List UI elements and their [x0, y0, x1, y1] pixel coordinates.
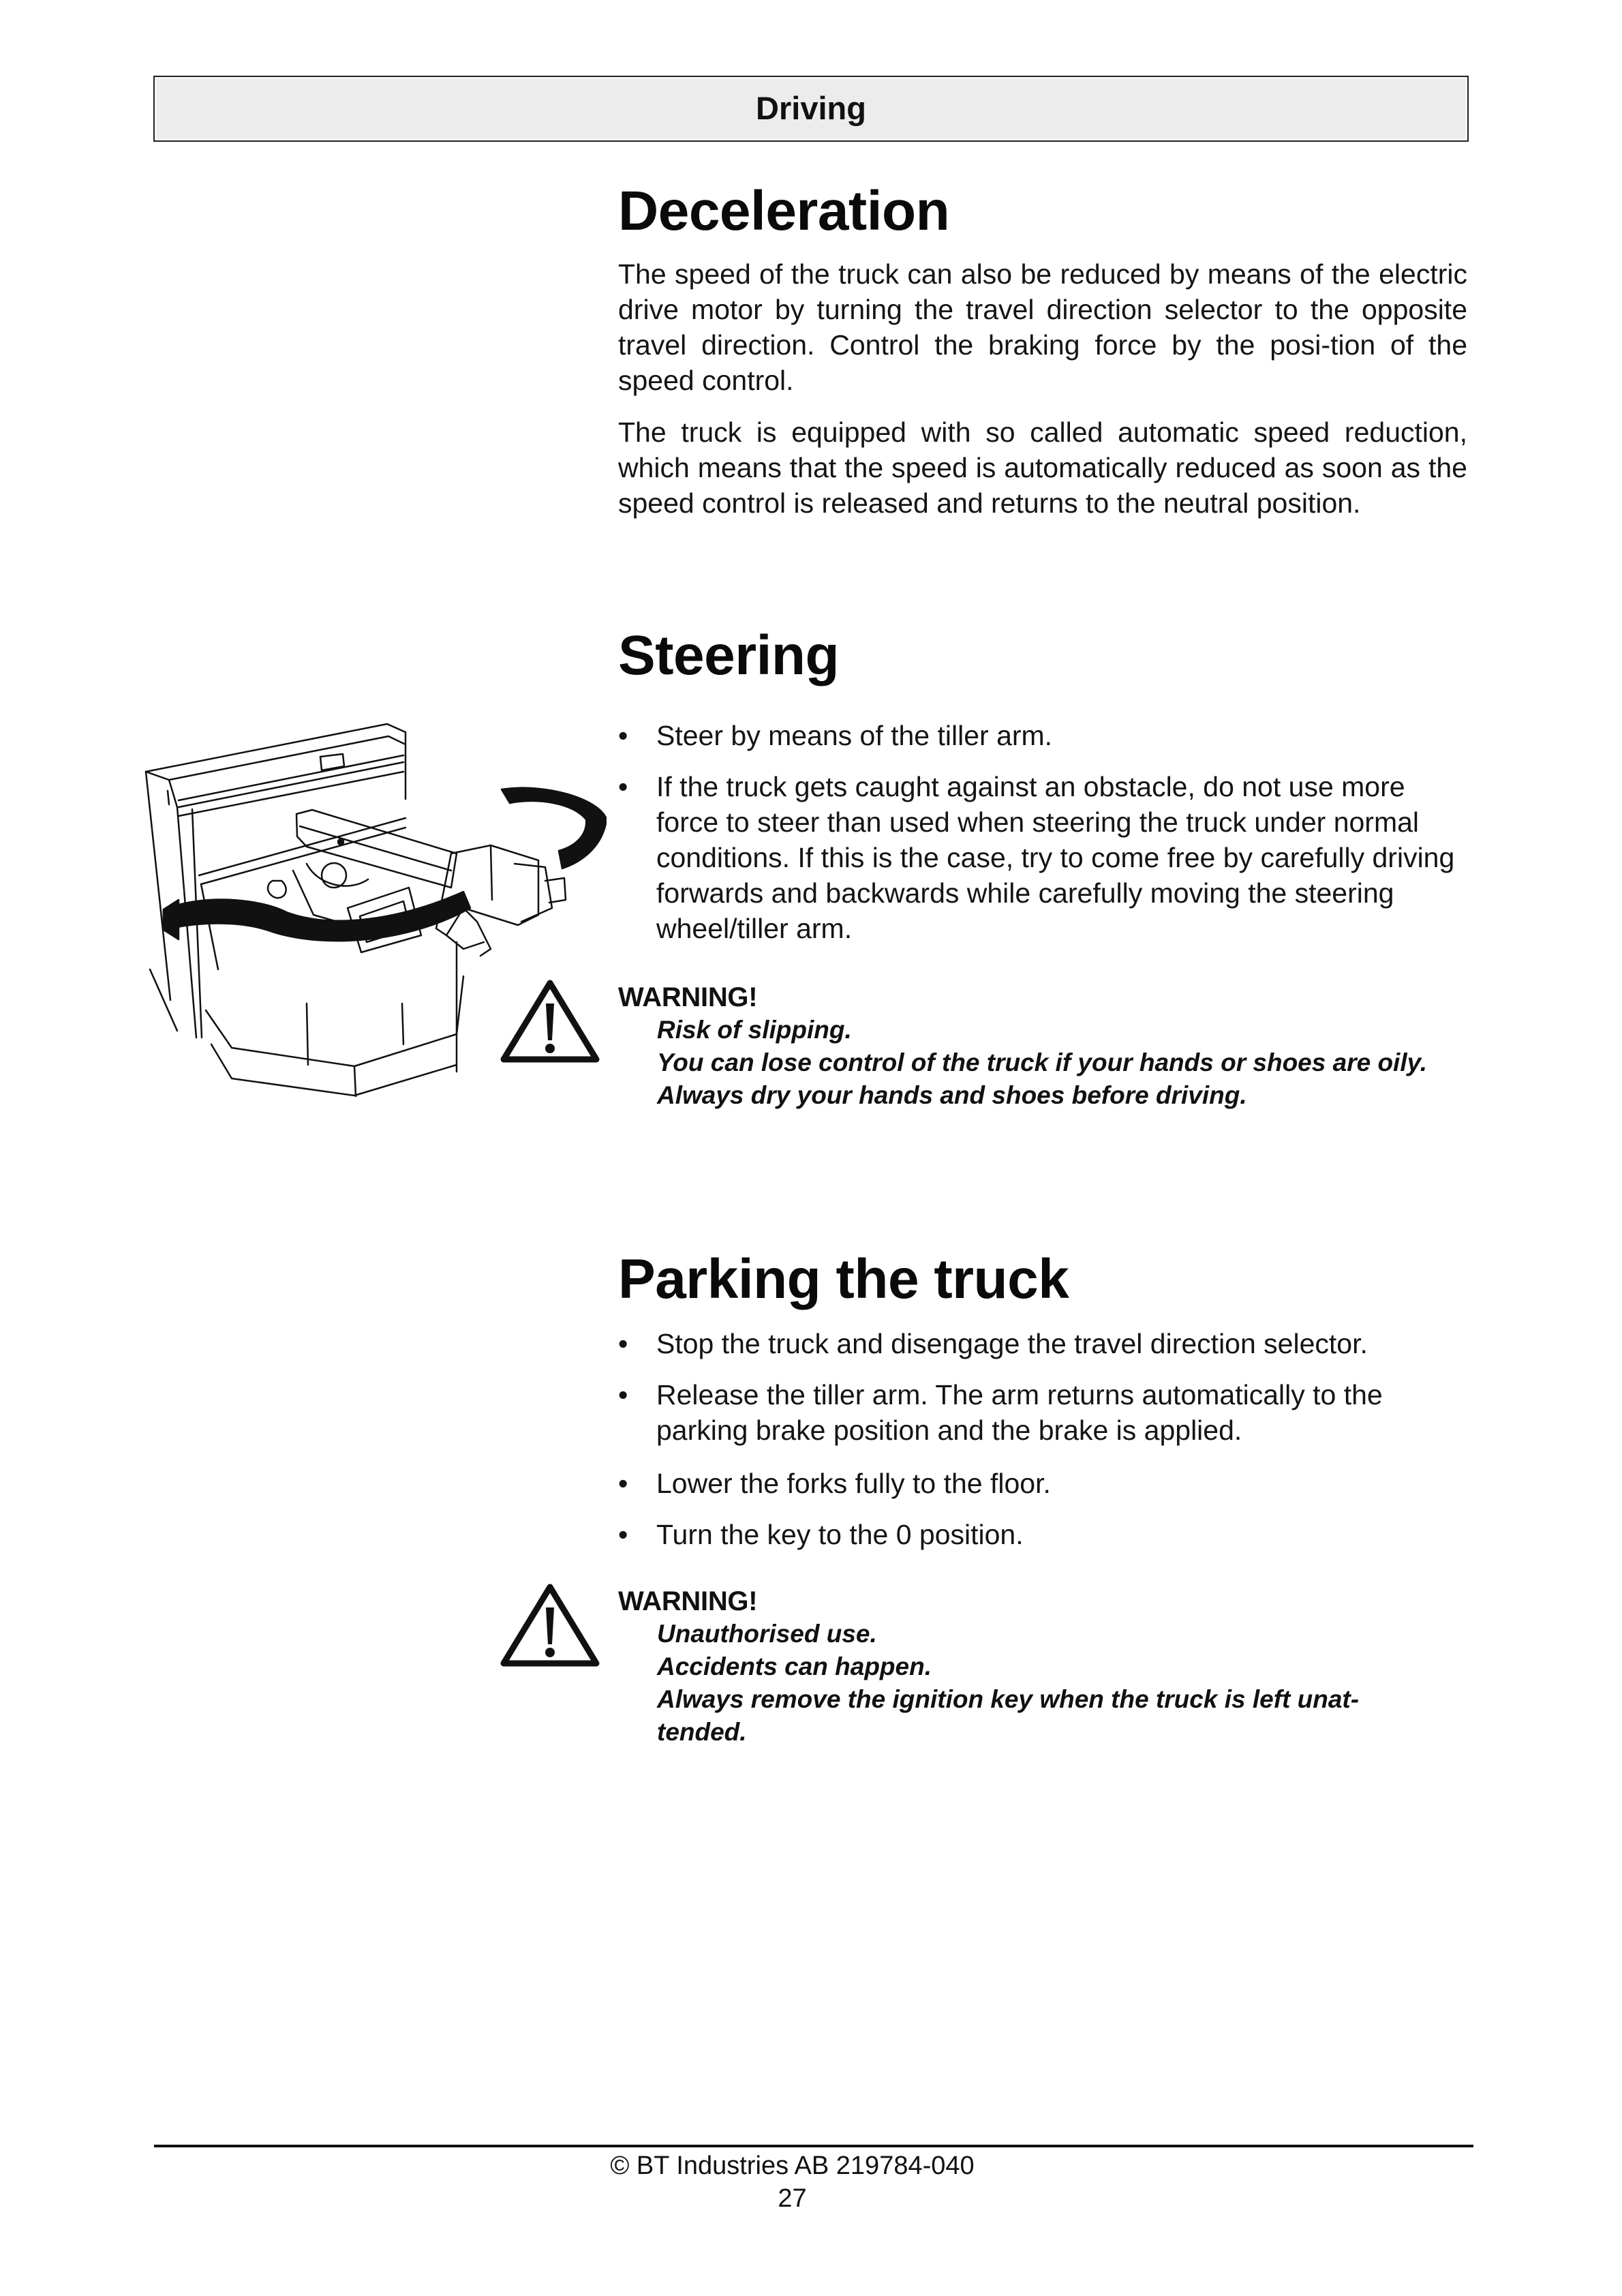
bullet-icon: • [618, 1379, 628, 1410]
warning-line: Always dry your hands and shoes before driving. [657, 1081, 1247, 1109]
bullet-text: Lower the forks fully to the floor. [656, 1468, 1051, 1499]
footer-copyright: © BT Industries AB 219784-040 [610, 2151, 975, 2180]
bullet-icon: • [618, 720, 628, 751]
heading-parking-the-truck: Parking the truck [618, 1248, 1069, 1310]
bullet-icon: • [618, 1328, 628, 1359]
list-item [618, 1326, 1467, 1361]
bullet-icon: • [618, 1468, 628, 1499]
warning-line: Risk of slipping. [657, 1016, 852, 1044]
warning-line: Always remove the ignition key when the truck is left unat-tended. [657, 1685, 1360, 1746]
steering-bullet-list [618, 718, 1467, 946]
bullet-text: If the truck gets caught against an obstacle, do not use more force to steer than used when steering the truck under normal conditions. If this is the case, try to come free by carefully driving forwards and backwards while carefully moving the steering wheel/tiller arm. [656, 771, 1455, 944]
parking-bullet-list [618, 1326, 1467, 1552]
list-item [618, 1377, 1467, 1448]
warning-body [618, 1618, 1467, 1749]
warning-triangle-icon [500, 1583, 602, 1670]
warning-body [618, 1014, 1467, 1112]
heading-steering: Steering [618, 624, 840, 686]
warning-title: WARNING! [618, 1586, 758, 1616]
page-number: 27 [778, 2184, 807, 2213]
bullet-icon: • [618, 1519, 628, 1550]
warning-triangle-icon [500, 979, 602, 1066]
warning-line: Accidents can happen. [657, 1652, 932, 1680]
parking-warning [618, 1585, 1467, 1749]
bullet-icon: • [618, 771, 628, 802]
section-title: Driving [756, 90, 866, 126]
bullet-text: Steer by means of the tiller arm. [656, 720, 1053, 751]
deceleration-paragraph-1: The speed of the truck can also be reduced by means of the electric drive motor by turning the travel direction selector to the opposite travel direction. Control the braking force by the posi-tion of the speed control. [618, 258, 1467, 396]
warning-line: Unauthorised use. [657, 1620, 877, 1648]
footer-divider [154, 2145, 1473, 2147]
heading-deceleration: Deceleration [618, 180, 950, 242]
list-item [618, 1517, 1467, 1552]
bullet-text: Turn the key to the 0 position. [656, 1519, 1024, 1550]
bullet-text: Stop the truck and disengage the travel direction selector. [656, 1328, 1368, 1359]
section-header-bar [153, 76, 1469, 142]
deceleration-paragraph-2: The truck is equipped with so called automatic speed reduction, which means that the speed is automatically reduced as soon as the speed control is released and returns to the neutral position. [618, 417, 1467, 519]
list-item [618, 769, 1467, 946]
bullet-text: Release the tiller arm. The arm returns automatically to the parking brake position and the brake is applied. [656, 1379, 1383, 1446]
list-item [618, 718, 1467, 753]
list-item [618, 1466, 1467, 1501]
warning-title: WARNING! [618, 982, 758, 1012]
steering-warning [618, 981, 1467, 1112]
warning-line: You can lose control of the truck if your hands or shoes are oily. [657, 1048, 1428, 1076]
